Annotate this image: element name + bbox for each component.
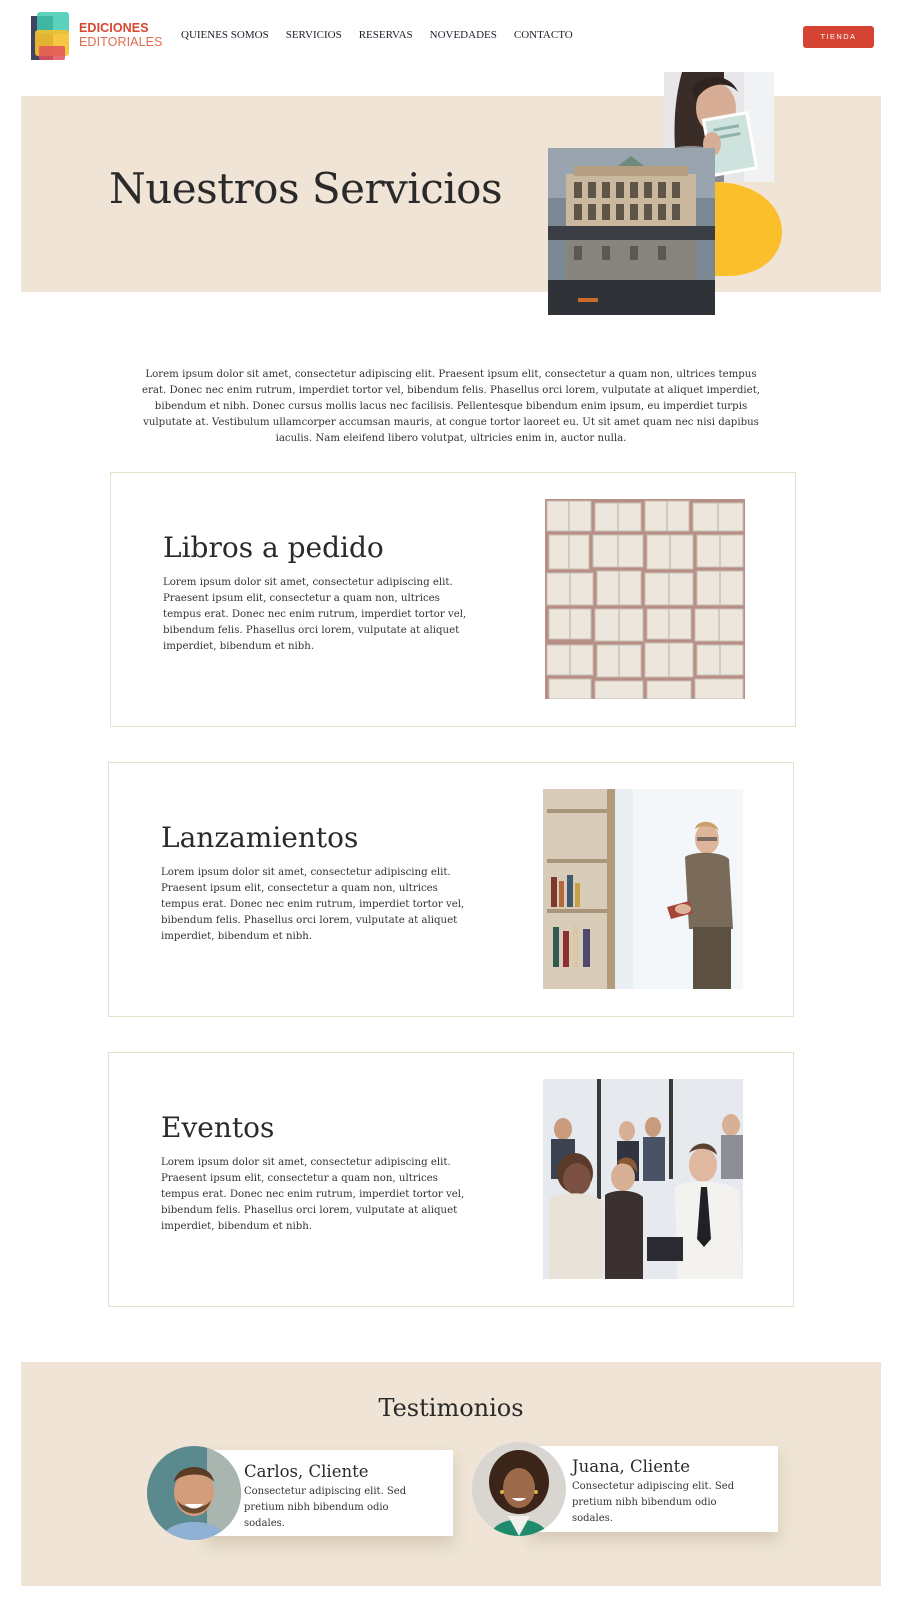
hero-yellow-shape xyxy=(714,182,782,276)
testimonial-card xyxy=(207,1450,453,1536)
nav-item-novedades[interactable]: NOVEDADES xyxy=(429,29,497,41)
nav-item-quienes-somos[interactable]: QUIENES SOMOS xyxy=(181,29,269,41)
brand-wordmark xyxy=(79,21,163,49)
brand-line-1: EDICIONES xyxy=(79,21,149,35)
service-card-lanzamientos xyxy=(108,762,794,1017)
service-card-eventos xyxy=(108,1052,794,1307)
service-description: Lorem ipsum dolor sit amet, consectetur adipiscing elit. Praesent ipsum elit, consectetur a quam non, ultrices tempus erat. Donec nec enim rutrum, imperdiet tortor vel, bibendum felis. Phasellus orci lorem, vulputate at aliquet imperdiet, bibendum et nibh. xyxy=(161,867,465,942)
testimonial-item xyxy=(147,1446,453,1540)
intro-paragraph: Lorem ipsum dolor sit amet, consectetur adipiscing elit. Praesent ipsum elit, consectetur a quam non, ultrices tempus erat. Donec nec enim rutrum, imperdiet tortor vel, bibendum felis. Phasellus orci lorem, vulputate at aliquet imperdiet, bibendum et nibh. Donec cursus mollis lacus nec facilisis. Pellentesque bibendum enim ipsum, eu imperdiet turpis vulputate at. Vestibulum ullamcorper accumsan mauris, at congue tortor laoreet eu. Ut sit amet quam nec nisi dapibus iaculis. Nam eleifend libero volutpat, ultricies enim in, auctor nulla. xyxy=(141,369,761,444)
page-title: Nuestros Servicios xyxy=(109,164,503,213)
service-title: Libros a pedido xyxy=(163,531,384,564)
main-nav xyxy=(181,29,590,41)
site-header xyxy=(0,0,900,74)
service-card-libros xyxy=(110,472,796,727)
service-description: Lorem ipsum dolor sit amet, consectetur adipiscing elit. Praesent ipsum elit, consectetur a quam non, ultrices tempus erat. Donec nec enim rutrum, imperdiet tortor vel, bibendum felis. Phasellus orci lorem, vulputate at aliquet imperdiet, bibendum et nibh. xyxy=(163,577,467,652)
nav-item-servicios[interactable]: SERVICIOS xyxy=(285,29,342,41)
man-reading-photo xyxy=(543,789,743,989)
brand-line-2: EDITORIALES xyxy=(79,35,163,49)
service-title: Lanzamientos xyxy=(161,821,359,854)
testimonial-card xyxy=(530,1446,778,1532)
testimonial-text: Consectetur adipiscing elit. Sed pretium nibh bibendum odio sodales. xyxy=(572,1481,735,1524)
testimonials-title: Testimonios xyxy=(378,1394,524,1422)
opera-building-photo xyxy=(548,148,715,315)
event-crowd-photo xyxy=(543,1079,743,1279)
testimonial-text: Consectetur adipiscing elit. Sed pretium nibh bibendum odio sodales. xyxy=(244,1486,407,1529)
logo-mark-icon xyxy=(31,12,71,62)
nav-item-reservas[interactable]: RESERVAS xyxy=(358,29,413,41)
service-title: Eventos xyxy=(161,1111,275,1144)
testimonial-item xyxy=(472,1442,778,1536)
nav-item-contacto[interactable]: CONTACTO xyxy=(513,29,573,41)
testimonial-name: Carlos, Cliente xyxy=(244,1462,369,1481)
open-books-photo xyxy=(545,499,745,699)
shop-button[interactable]: TIENDA xyxy=(803,26,874,48)
avatar xyxy=(472,1442,566,1536)
testimonials-section xyxy=(21,1362,881,1586)
brand-logo[interactable] xyxy=(31,12,171,62)
testimonial-name: Juana, Cliente xyxy=(572,1457,690,1476)
avatar xyxy=(147,1446,241,1540)
service-description: Lorem ipsum dolor sit amet, consectetur adipiscing elit. Praesent ipsum elit, consectetur a quam non, ultrices tempus erat. Donec nec enim rutrum, imperdiet tortor vel, bibendum felis. Phasellus orci lorem, vulputate at aliquet imperdiet, bibendum et nibh. xyxy=(161,1157,465,1232)
